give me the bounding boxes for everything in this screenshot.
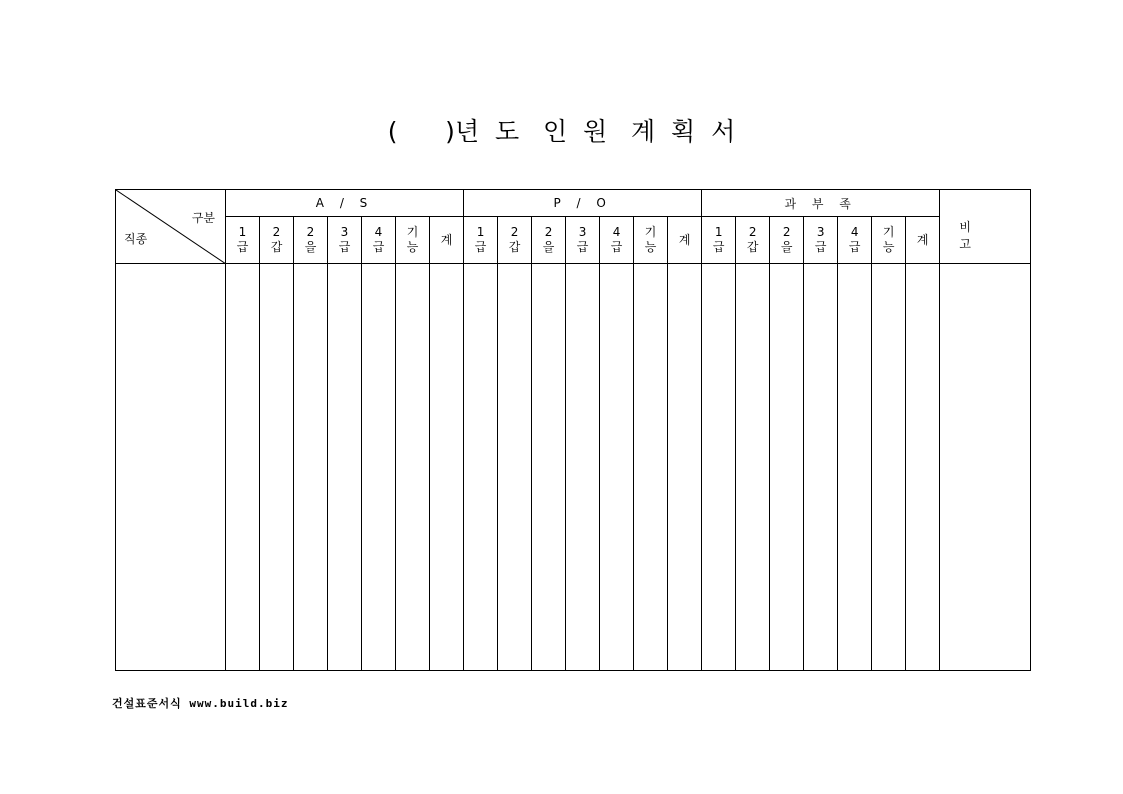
subheader-line1: 계: [440, 232, 453, 247]
subheader-as-5: [362, 217, 396, 264]
count-entry-cell[interactable]: [804, 264, 838, 671]
subheader-po-3: [532, 217, 566, 264]
subheader-line1: 2: [544, 225, 553, 239]
count-entry-cell[interactable]: [872, 264, 906, 671]
remarks-entry-cell[interactable]: [940, 264, 1031, 671]
count-entry-cell[interactable]: [668, 264, 702, 671]
subheader-surplus-shortage-7: [906, 217, 940, 264]
subheader-line1: 기: [406, 225, 419, 239]
count-entry-cell[interactable]: [770, 264, 804, 671]
subheader-line1: 2: [510, 225, 519, 239]
subheader-line2: 급: [712, 240, 725, 254]
job-type-label: 직종: [124, 232, 148, 246]
subheader-line2: 을: [780, 240, 793, 254]
subheader-surplus-shortage-4: [804, 217, 838, 264]
footer-source-text: 건설표준서식 www.build.biz: [112, 697, 289, 710]
subheader-po-2: [498, 217, 532, 264]
subheader-line1: 2: [306, 225, 315, 239]
subheader-line1: 4: [612, 225, 621, 239]
subheader-line1: 1: [476, 225, 485, 239]
count-entry-cell[interactable]: [328, 264, 362, 671]
subheader-as-2: [260, 217, 294, 264]
subheader-line2: 급: [576, 240, 589, 254]
subheader-line2: 능: [644, 240, 657, 254]
category-label: 구분: [191, 211, 215, 225]
subheader-line2: 급: [372, 240, 385, 254]
subheader-line2: 갑: [270, 240, 283, 254]
group-header-as: A / S: [226, 190, 464, 217]
group-header-surplus-shortage: 과 부 족: [702, 190, 940, 217]
subheader-line1: 계: [916, 232, 929, 247]
subheader-line1: 3: [578, 225, 587, 239]
subheader-line1: 4: [850, 225, 859, 239]
subheader-line2: 급: [338, 240, 351, 254]
count-entry-cell[interactable]: [260, 264, 294, 671]
count-entry-cell[interactable]: [464, 264, 498, 671]
subheader-surplus-shortage-1: [702, 217, 736, 264]
subheader-line1: 2: [748, 225, 757, 239]
count-entry-cell[interactable]: [736, 264, 770, 671]
job-type-entry-cell[interactable]: [116, 264, 226, 671]
subheader-line2: 갑: [508, 240, 521, 254]
subheader-line2: 갑: [746, 240, 759, 254]
count-entry-cell[interactable]: [396, 264, 430, 671]
subheader-as-6: [396, 217, 430, 264]
count-entry-cell[interactable]: [838, 264, 872, 671]
subheader-line2: 을: [542, 240, 555, 254]
subheader-line1: 기: [882, 225, 895, 239]
subheader-line1: 기: [644, 225, 657, 239]
subheader-as-7: [430, 217, 464, 264]
count-entry-cell[interactable]: [430, 264, 464, 671]
document-title: ( )년 도 인 원 계 획 서: [387, 117, 736, 146]
count-entry-cell[interactable]: [906, 264, 940, 671]
remarks-header: 비고: [940, 190, 1031, 264]
subheader-line1: 계: [678, 232, 691, 247]
subheader-line2: 을: [304, 240, 317, 254]
subheader-surplus-shortage-2: [736, 217, 770, 264]
subheader-as-1: [226, 217, 260, 264]
subheader-line2: 급: [814, 240, 827, 254]
subheader-po-7: [668, 217, 702, 264]
count-entry-cell[interactable]: [362, 264, 396, 671]
subheader-po-6: [634, 217, 668, 264]
subheader-line2: 능: [882, 240, 895, 254]
count-entry-cell[interactable]: [634, 264, 668, 671]
subheader-surplus-shortage-5: [838, 217, 872, 264]
count-entry-cell[interactable]: [294, 264, 328, 671]
subheader-line2: 급: [474, 240, 487, 254]
diagonal-line: [116, 190, 226, 264]
personnel-plan-table: [115, 189, 1031, 671]
subheader-line1: 2: [272, 225, 281, 239]
subheader-line1: 1: [714, 225, 723, 239]
subheader-line1: 4: [374, 225, 383, 239]
subheader-surplus-shortage-6: [872, 217, 906, 264]
subheader-line1: 3: [816, 225, 825, 239]
subheader-line1: 1: [238, 225, 247, 239]
count-entry-cell[interactable]: [702, 264, 736, 671]
group-header-po: P / O: [464, 190, 702, 217]
count-entry-cell[interactable]: [498, 264, 532, 671]
subheader-po-1: [464, 217, 498, 264]
subheader-line2: 급: [236, 240, 249, 254]
subheader-as-3: [294, 217, 328, 264]
subheader-po-4: [566, 217, 600, 264]
subheader-line1: 3: [340, 225, 349, 239]
subheader-line1: 2: [782, 225, 791, 239]
subheader-line2: 급: [848, 240, 861, 254]
subheader-po-5: [600, 217, 634, 264]
corner-header-cell: [116, 190, 226, 264]
subheader-surplus-shortage-3: [770, 217, 804, 264]
subheader-line2: 능: [406, 240, 419, 254]
count-entry-cell[interactable]: [226, 264, 260, 671]
subheader-as-4: [328, 217, 362, 264]
count-entry-cell[interactable]: [600, 264, 634, 671]
subheader-line2: 급: [610, 240, 623, 254]
count-entry-cell[interactable]: [566, 264, 600, 671]
count-entry-cell[interactable]: [532, 264, 566, 671]
